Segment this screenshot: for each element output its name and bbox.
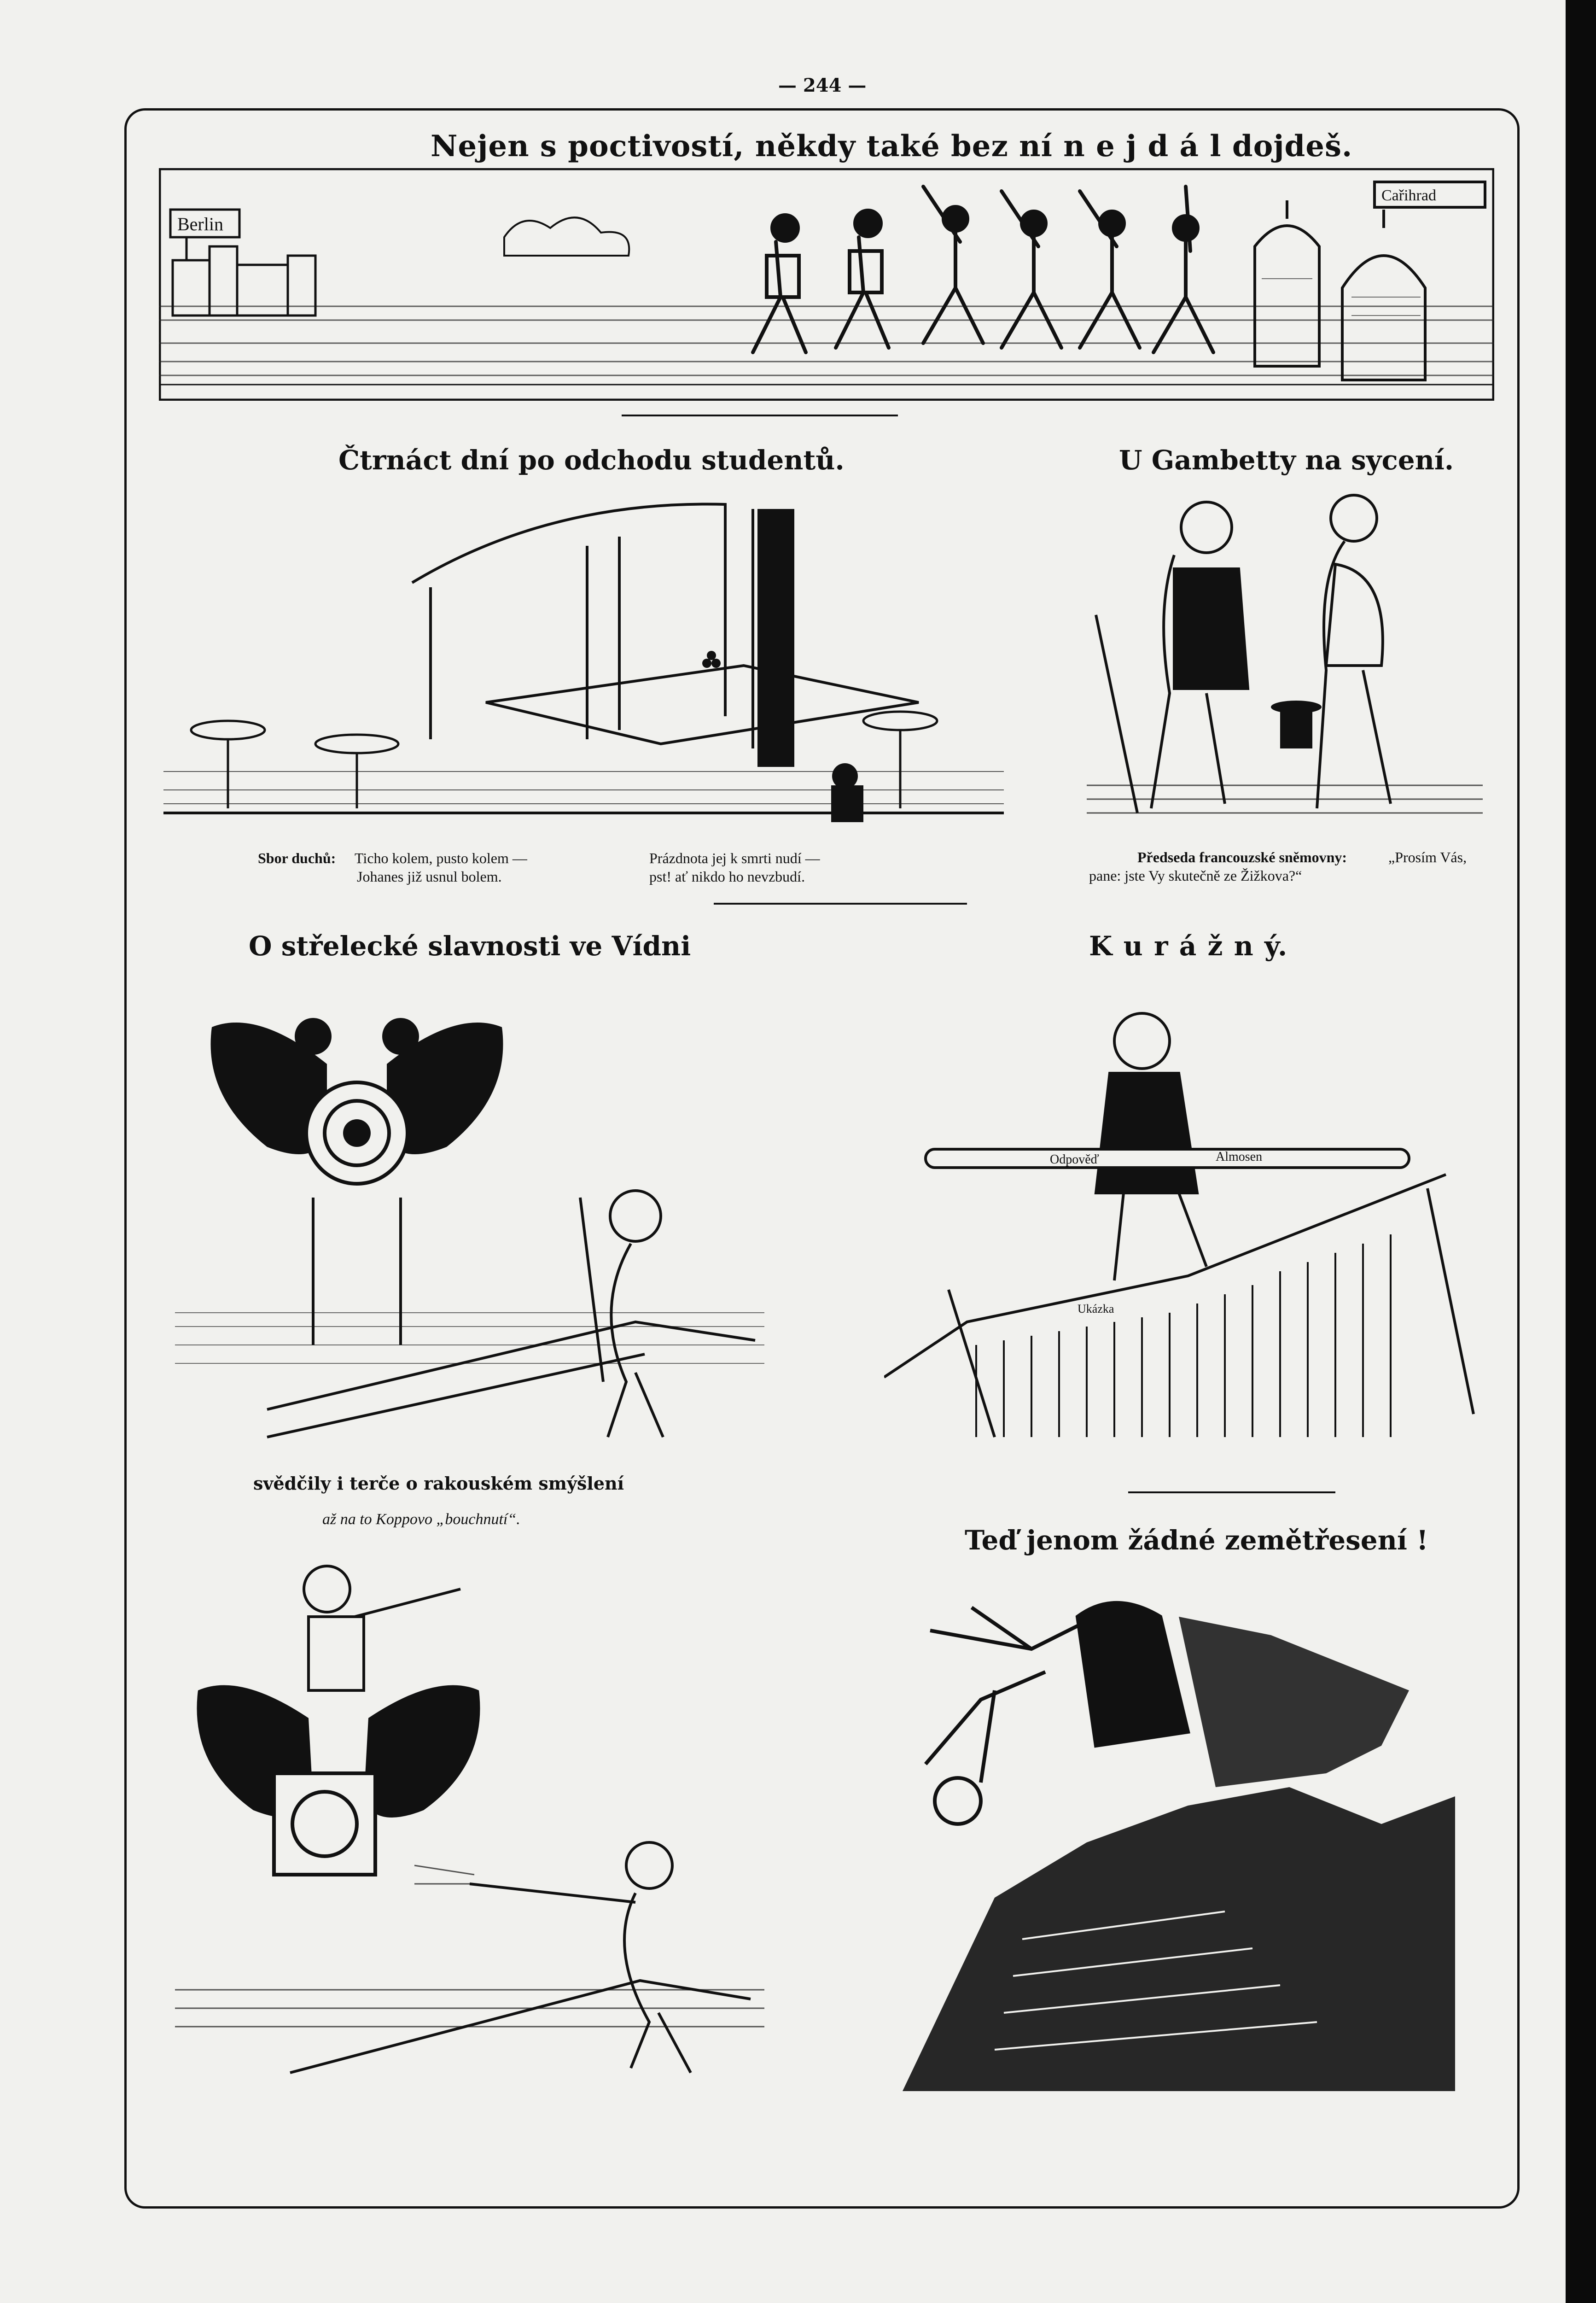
- caption-right-line2: pst! ať nikdo ho nevzbudí.: [649, 868, 805, 885]
- cartoon-title-shooting: O střelecké slavnosti ve Vídni: [249, 930, 691, 962]
- illustration-eagle-target-bottom: [175, 1552, 764, 2087]
- caption-shooting-line1: svědčily i terče o rakouském smýšlení: [253, 1473, 624, 1494]
- caption-right-line1: Prázdnota jej k smrti nudí —: [649, 850, 820, 866]
- sign-alms: Almosen: [1216, 1150, 1263, 1164]
- page-number: — 244 —: [778, 75, 867, 96]
- ornamental-divider: [714, 903, 967, 905]
- illustration-earthquake-fall: [903, 1589, 1455, 2091]
- caption-label-ghosts: Sbor duchů:: [258, 850, 336, 866]
- illustration-tightrope-walker: [884, 995, 1487, 1451]
- sign-constantinople: Cařihrad: [1381, 187, 1436, 204]
- caption-left-line1: Ticho kolem, pusto kolem —: [355, 850, 527, 866]
- sign-sample: Ukázka: [1078, 1302, 1114, 1315]
- cartoon-title-gambetta: U Gambetty na sycení.: [1119, 444, 1454, 476]
- cartoon-title-earthquake: Teď jenom žádné zemětřesení !: [965, 1525, 1428, 1556]
- sign-berlin: Berlin: [177, 214, 223, 234]
- caption-label-chamber-president: Předseda francouzské sněmovny:: [1137, 849, 1347, 865]
- cartoon-title-brave: K u r á ž n ý.: [1089, 930, 1288, 962]
- illustration-march-to-constantinople: [159, 168, 1494, 401]
- illustration-empty-billiard-hall: [163, 491, 1004, 829]
- ornamental-divider: [622, 415, 898, 416]
- sign-answer: Odpověď: [1050, 1152, 1099, 1167]
- cartoon-title-march: Nejen s poctivostí, někdy také bez ní n e j d á l dojdeš.: [431, 129, 1353, 164]
- illustration-eagle-target-top: [175, 995, 764, 1451]
- cartoon-title-students: Čtrnáct dní po odchodu studentů.: [338, 444, 845, 476]
- caption-gambetta-line1: „Prosím Vás,: [1388, 849, 1467, 865]
- caption-shooting-line2: až na to Koppovo „bouchnutí“.: [322, 1511, 520, 1528]
- caption-gambetta-line2: pane: jste Vy skutečně ze Žižkova?“: [1089, 867, 1302, 884]
- caption-left-line2: Johanes již usnul bolem.: [357, 868, 502, 885]
- illustration-gambetta-meeting: [1087, 491, 1483, 829]
- ornamental-divider: [1128, 1491, 1335, 1493]
